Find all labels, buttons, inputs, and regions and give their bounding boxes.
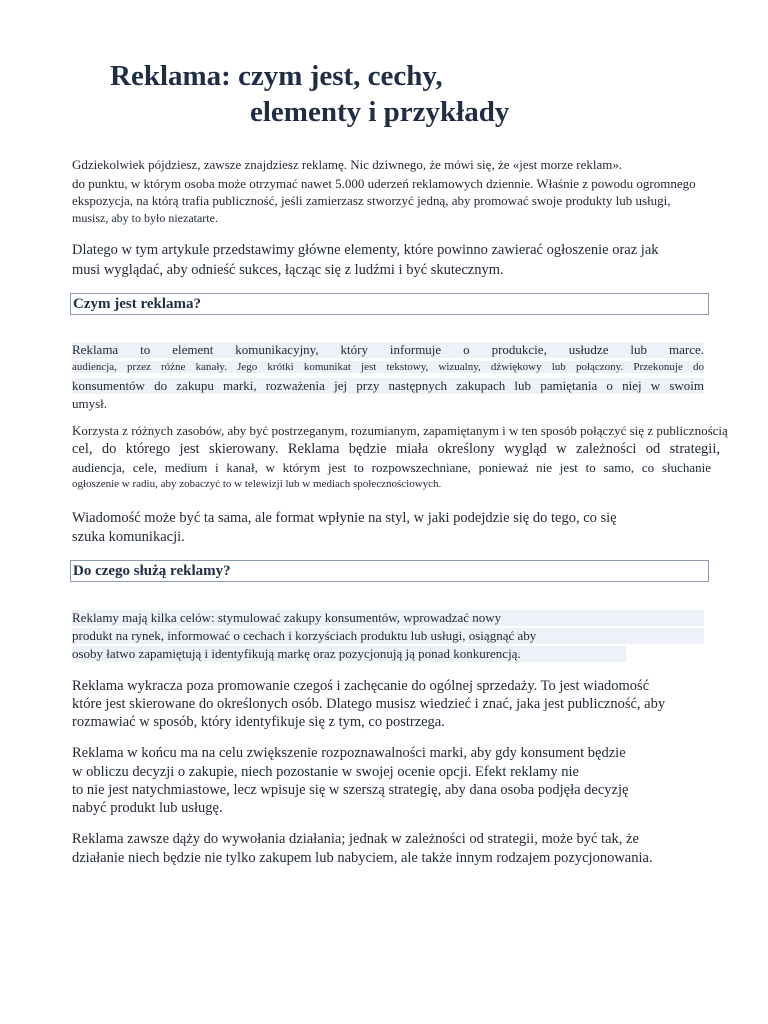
section-line: nabyć produkt lub usługę. (72, 800, 223, 816)
intro-line: do punktu, w którym osoba może otrzymać nawet 5.000 uderzeń reklamowych dziennie. Właśnie z powodu ogromnego (72, 176, 696, 191)
section-line: audiencja, przez różne kanały. Jego krótki komunikat jest tekstowy, wizualny, dźwiękowy lub połączony. Przekonuje do (72, 361, 704, 373)
section-heading-what-is-advertising: Czym jest reklama? (70, 293, 709, 315)
section-line: osoby łatwo zapamiętują i identyfikują markę oraz pozycjonują ją ponad konkurencją. (72, 646, 626, 662)
section-line: Wiadomość może być ta sama, ale format wpłynie na styl, w jaki podejdzie się do tego, co się (72, 510, 617, 526)
page-title-line-1: Reklama: czym jest, cechy, (110, 60, 443, 92)
section-line: w obliczu decyzji o zakupie, niech pozostanie w swojej ocenie opcji. Efekt reklamy nie (72, 764, 579, 780)
section-heading-purpose-of-ads: Do czego służą reklamy? (70, 560, 709, 582)
section-line: szuka komunikacji. (72, 529, 185, 545)
section-line: Reklama zawsze dąży do wywołania działania; jednak w zależności od strategii, może być tak, że (72, 831, 639, 847)
section-line: audiencja, cele, medium i kanał, w którym jest to rozpowszechniane, ponieważ nie jest to samo, co słuchanie (72, 460, 711, 475)
intro-line: Gdziekolwiek pójdziesz, zawsze znajdziesz reklamę. Nic dziwnego, że mówi się, że «jest morze reklam». (72, 157, 623, 172)
section-line: Reklama wykracza poza promowanie czegoś i zachęcanie do ogólnej sprzedaży. To jest wiadomość (72, 678, 650, 694)
section-line: Reklama to element komunikacyjny, który informuje o produkcie, usłudze lub marce. (72, 342, 704, 357)
section-line: konsumentów do zakupu marki, rozważenia jej przy następnych zakupach lub pamiętania o niej w swoim (72, 378, 704, 393)
section-line: to nie jest natychmiastowe, lecz wpisuje się w szerszą strategię, aby dana osoba podjęła decyzję (72, 782, 629, 798)
section-line: które jest skierowane do określonych osób. Dlatego musisz wiedzieć i znać, jaka jest publiczność, aby (72, 696, 666, 712)
page-title-line-2: elementy i przykłady (250, 96, 510, 128)
section-line: Korzysta z różnych zasobów, aby być postrzeganym, rozumianym, zapamiętanym i w ten sposób połączyć się z publicznością (72, 423, 728, 438)
paragraph-line: musi wyglądać, aby odnieść sukces, łącząc się z ludźmi i być skutecznym. (72, 262, 504, 278)
paragraph-line: Dlatego w tym artykule przedstawimy główne elementy, które powinno zawierać ogłoszenie oraz jak (72, 242, 659, 258)
section-line: umysł. (72, 396, 108, 411)
section-line: działanie niech będzie nie tylko zakupem lub nabyciem, ale także innym rodzajem pozycjonowania. (72, 850, 653, 866)
section-line: ogłoszenie w radiu, aby zobaczyć to w telewizji lub w mediach społecznościowych. (72, 478, 442, 490)
section-line: Reklamy mają kilka celów: stymulować zakupy konsumentów, wprowadzać nowy (72, 610, 704, 626)
intro-line: ekspozycja, na którą trafia publiczność, jeśli zamierzasz stworzyć jedną, aby promować swoje produkty lub usługi, (72, 193, 671, 208)
intro-line: musisz, aby to było niezatarte. (72, 211, 218, 225)
section-line: cel, do którego jest skierowany. Reklama będzie miała określony wygląd w zależności od strategii, (72, 441, 720, 457)
section-line: rozmawiać w sposób, który identyfikuje się z tym, co postrzega. (72, 714, 445, 730)
section-line: Reklama w końcu ma na celu zwiększenie rozpoznawalności marki, aby gdy konsument będzie (72, 745, 626, 761)
section-line: produkt na rynek, informować o cechach i korzyściach produktu lub usługi, osiągnąć aby (72, 628, 704, 644)
